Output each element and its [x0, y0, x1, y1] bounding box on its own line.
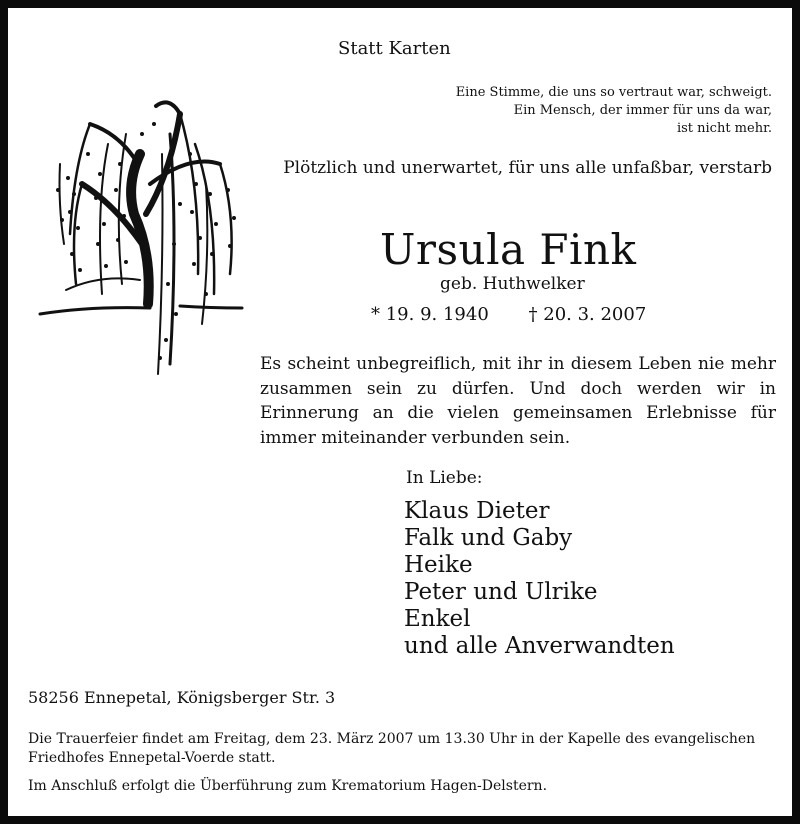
quote-line: ist nicht mehr. [676, 121, 772, 136]
mourner-name: und alle Anverwandten [404, 633, 675, 659]
maiden-name: geb. Huthwelker [440, 274, 585, 294]
memorial-quote [456, 84, 772, 138]
in-love-label: In Liebe: [406, 468, 483, 488]
deceased-name: Ursula Fink [380, 225, 637, 274]
quote-line: Eine Stimme, die uns so vertraut war, schweigt. [455, 85, 772, 100]
mourners-list [404, 498, 675, 660]
mourner-name: Heike [404, 552, 473, 578]
transfer-info: Im Anschluß erfolgt die Überführung zum Krematorium Hagen-Delstern. [28, 778, 548, 794]
birth-date: * 19. 9. 1940 [371, 304, 489, 325]
notice-header: Statt Karten [338, 38, 451, 59]
mourner-name: Peter und Ulrike [404, 579, 598, 605]
family-address: 58256 Ennepetal, Königsberger Str. 3 [28, 688, 336, 707]
mourner-name: Enkel [404, 606, 471, 632]
quote-line: Ein Mensch, der immer für uns da war, [513, 103, 772, 118]
weeping-willow-icon [30, 94, 256, 384]
funeral-info: Die Trauerfeier findet am Freitag, dem 23. März 2007 um 13.30 Uhr in der Kapelle des evangelischen Friedhofes Ennepetal-Voerde statt. [28, 731, 756, 766]
death-announcement-intro: Plötzlich und unerwartet, für uns alle unfaßbar, verstarb [283, 158, 772, 178]
death-date: † 20. 3. 2007 [528, 304, 647, 325]
condolence-text: Es scheint unbegreiflich, mit ihr in diesem Leben nie mehr zusammen sein zu dürfen. Und doch werden wir in Erinnerung an die vielen gemeinsamen Erlebnisse für immer miteinander verbunden sein. [260, 354, 776, 448]
mourner-name: Klaus Dieter [404, 498, 550, 524]
life-dates [371, 304, 646, 325]
mourner-name: Falk und Gaby [404, 525, 573, 551]
